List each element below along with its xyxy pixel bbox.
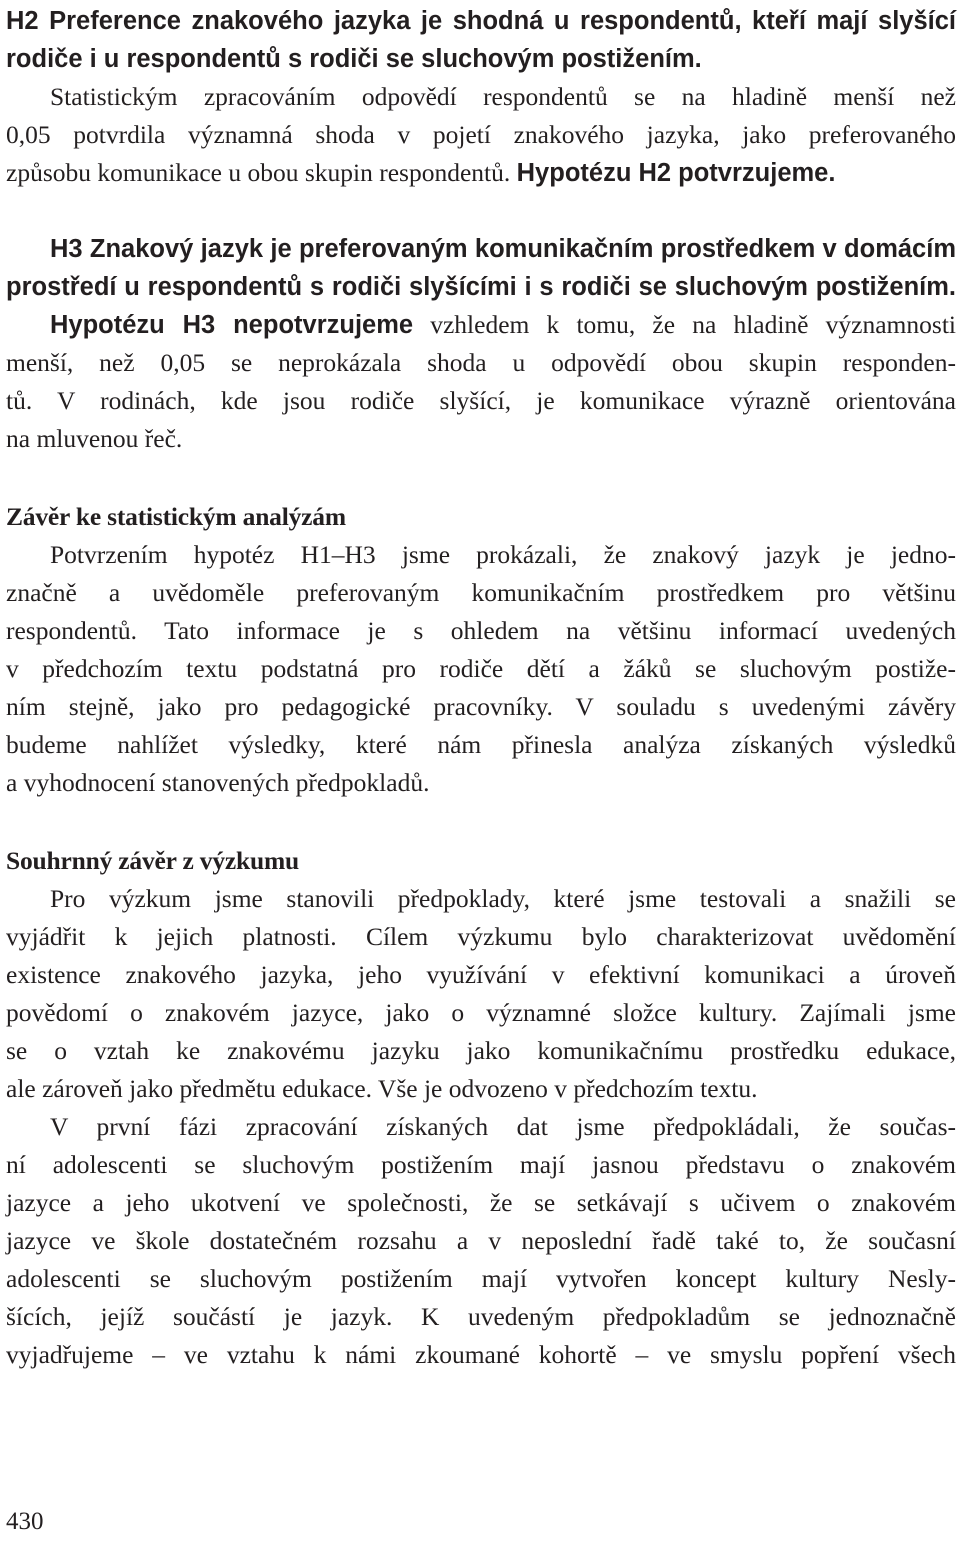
- paragraph-line: se o vztah ke znakovému jazyku jako komunikačnímu prostředku edukace,: [6, 1036, 956, 1065]
- hypothesis-h2-verdict: Hypotézu H2 potvrzujeme.: [516, 159, 836, 187]
- paragraph-text: způsobu komunikace u obou skupin respondentů.: [6, 158, 517, 187]
- paragraph-line: respondentů. Tato informace je s ohledem na většinu informací uvedených: [6, 616, 956, 645]
- paragraph-line: Potvrzením hypotéz H1–H3 jsme prokázali, že znakový jazyk je jedno-: [50, 540, 956, 569]
- paragraph-line: v předchozím textu podstatná pro rodiče dětí a žáků se sluchovým postiže-: [6, 654, 956, 683]
- paragraph-line: povědomí o znakovém jazyce, jako o významné složce kultury. Zajímali jsme: [6, 998, 956, 1027]
- paragraph-line: vyjadřujeme – ve vztahu k námi zkoumané kohortě – ve smyslu popření všech: [6, 1340, 956, 1369]
- paragraph-line: jazyce ve škole dostatečném rozsahu a v neposlední řadě také to, že současní: [6, 1226, 956, 1255]
- hypothesis-h3-heading-cont: prostředí u respondentů s rodiči slyšícími i s rodiči se sluchovým postižením.: [6, 273, 956, 301]
- hypothesis-h3-verdict: Hypotézu H3 nepotvrzujeme: [50, 311, 414, 339]
- section-heading-zaver: Závěr ke statistickým analýzám: [6, 502, 346, 531]
- hypothesis-h2-heading-cont: rodiče i u respondentů s rodiči se sluchovým postižením.: [6, 45, 702, 73]
- section-heading-souhrn: Souhrnný závěr z výzkumu: [6, 846, 299, 875]
- paragraph-line: vyjádřit k jejich platnosti. Cílem výzkumu bylo charakterizovat uvědomění: [6, 922, 956, 951]
- paragraph-line: Statistickým zpracováním odpovědí respondentů se na hladině menší než: [50, 82, 956, 111]
- paragraph-line: ním stejně, jako pro pedagogické pracovníky. V souladu s uvedenými závěry: [6, 692, 956, 721]
- paragraph-line: ní adolescenti se sluchovým postižením mají jasnou představu o znakovém: [6, 1150, 956, 1179]
- paragraph-line: jazyce a jeho ukotvení ve společnosti, že se setkávají s učivem o znakovém: [6, 1188, 956, 1217]
- paragraph-line: 0,05 potvrdila významná shoda v pojetí znakového jazyka, jako preferovaného: [6, 120, 956, 149]
- paragraph-line: na mluvenou řeč.: [6, 424, 183, 453]
- paragraph-line: existence znakového jazyka, jeho využívání v efektivní komunikaci a úroveň: [6, 960, 956, 989]
- page-number: 430: [6, 1508, 44, 1535]
- paragraph-line: ale zároveň jako předmětu edukace. Vše je odvozeno v předchozím textu.: [6, 1074, 758, 1103]
- paragraph-line: adolescenti se sluchovým postižením mají vytvořen koncept kultury Nesly-: [6, 1264, 956, 1293]
- paragraph-line: Pro výzkum jsme stanovili předpoklady, které jsme testovali a snažili se: [50, 884, 956, 913]
- paragraph-line: a vyhodnocení stanovených předpokladů.: [6, 768, 430, 797]
- paragraph-line: [6, 154, 835, 192]
- paragraph-text: vzhledem k tomu, že na hladině významnosti: [413, 310, 956, 339]
- paragraph-line: značně a uvědoměle preferovaným komunikačním prostředkem pro většinu: [6, 578, 956, 607]
- paragraph-line: V první fázi zpracování získaných dat jsme předpokládali, že součas-: [50, 1112, 956, 1141]
- paragraph-line: budeme nahlížet výsledky, které nám přinesla analýza získaných výsledků: [6, 730, 956, 759]
- paragraph-line: [50, 306, 956, 344]
- paragraph-line: tů. V rodinách, kde jsou rodiče slyšící, je komunikace výrazně orientována: [6, 386, 956, 415]
- paragraph-line: šících, jejíž součástí je jazyk. K uvedeným předpokladům se jednoznačně: [6, 1302, 956, 1331]
- hypothesis-h3-heading: H3 Znakový jazyk je preferovaným komunikačním prostředkem v domácím: [50, 235, 956, 263]
- paragraph-line: menší, než 0,05 se neprokázala shoda u odpovědí obou skupin responden-: [6, 348, 956, 377]
- hypothesis-h2-heading: H2 Preference znakového jazyka je shodná u respondentů, kteří mají slyšící: [6, 7, 956, 35]
